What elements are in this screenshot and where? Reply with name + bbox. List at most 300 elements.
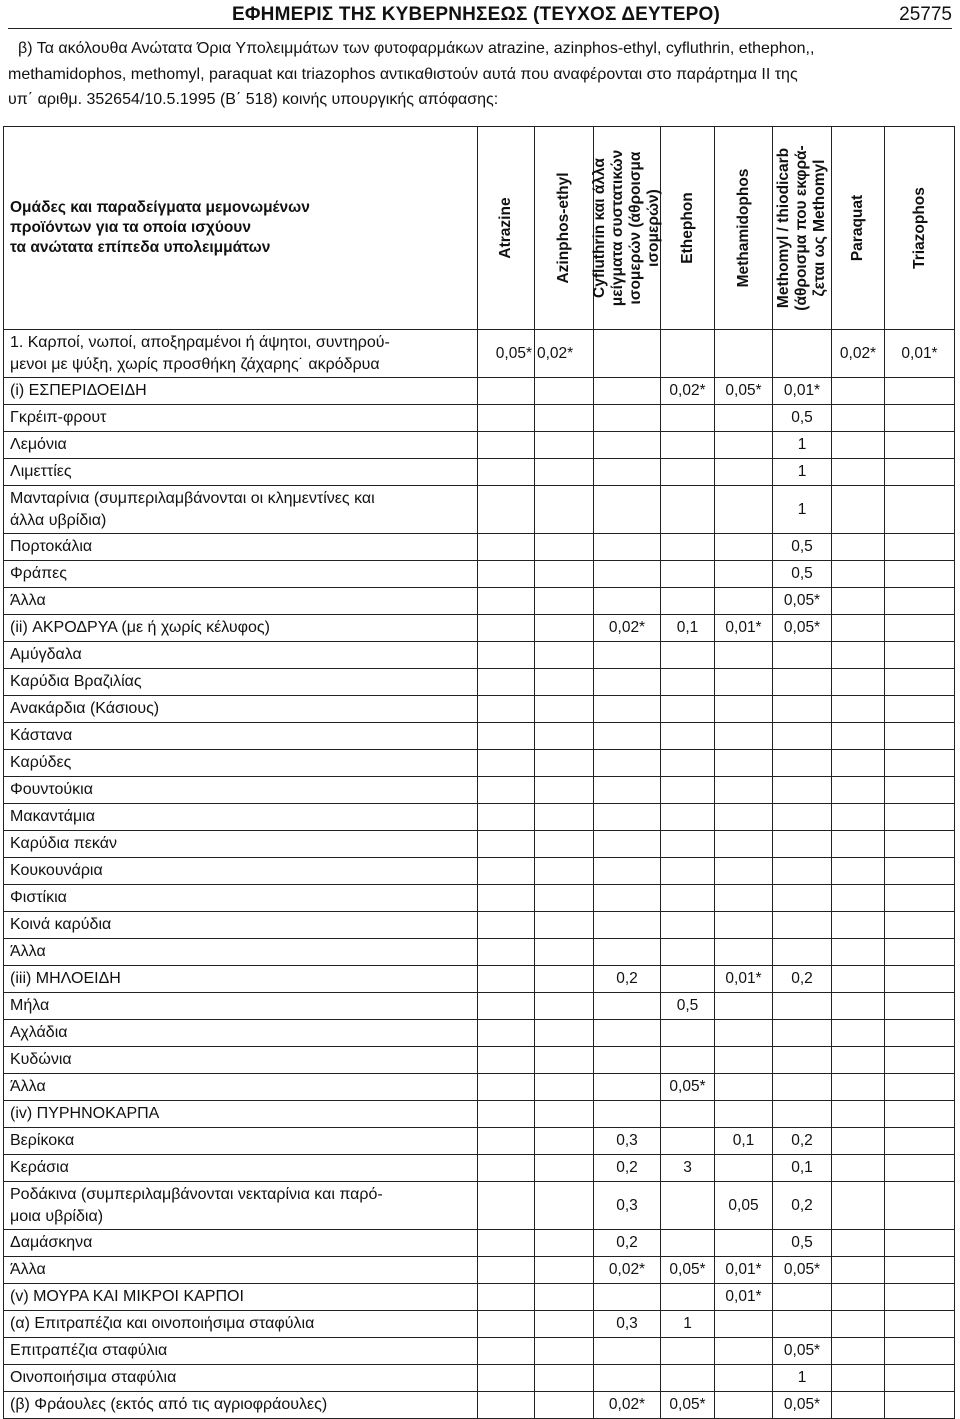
table-body bbox=[4, 330, 955, 1419]
value-cell bbox=[594, 1101, 661, 1128]
value-cell bbox=[885, 804, 955, 831]
product-name-line: Φράπες bbox=[10, 565, 67, 582]
value-cell bbox=[885, 1047, 955, 1074]
value-cell: 0,5 bbox=[661, 993, 715, 1020]
value-cell bbox=[535, 723, 594, 750]
value-cell bbox=[832, 777, 885, 804]
value-cell: 0,02* bbox=[661, 378, 715, 405]
value-cell bbox=[773, 642, 832, 669]
value-cell bbox=[594, 459, 661, 486]
value-cell bbox=[885, 1230, 955, 1257]
table-row bbox=[4, 1311, 955, 1338]
intro-line: υπ΄ αριθμ. 352654/10.5.1995 (Β΄ 518) κοινής υπουργικής απόφασης: bbox=[8, 91, 499, 108]
value-cell bbox=[832, 534, 885, 561]
table-row bbox=[4, 966, 955, 993]
col-header-paraquat bbox=[832, 127, 885, 330]
header-line: τα ανώτατα επίπεδα υπολειμμάτων bbox=[10, 239, 271, 256]
value-cell bbox=[594, 696, 661, 723]
product-cell bbox=[4, 858, 478, 885]
value-cell bbox=[661, 1101, 715, 1128]
table-row bbox=[4, 1020, 955, 1047]
value-cell bbox=[661, 1338, 715, 1365]
value-cell bbox=[715, 912, 773, 939]
product-cell bbox=[4, 1365, 478, 1392]
value-cell: 0,2 bbox=[594, 1230, 661, 1257]
table-row bbox=[4, 1128, 955, 1155]
value-cell: 0,3 bbox=[594, 1311, 661, 1338]
intro-line: β) Τα ακόλουθα Ανώτατα Όρια Υπολειμμάτων των φυτοφαρμάκων atrazine, azinphos-ethyl, cyfluthrin, ethephon,, bbox=[18, 40, 815, 57]
value-cell bbox=[594, 993, 661, 1020]
value-cell bbox=[715, 723, 773, 750]
value-cell bbox=[832, 432, 885, 459]
value-cell bbox=[885, 723, 955, 750]
value-cell bbox=[885, 1155, 955, 1182]
col-header-line: Triazophos bbox=[910, 187, 928, 269]
value-cell bbox=[715, 561, 773, 588]
value-cell bbox=[832, 912, 885, 939]
value-cell bbox=[661, 405, 715, 432]
value-cell bbox=[661, 1182, 715, 1230]
value-cell bbox=[535, 750, 594, 777]
value-cell bbox=[594, 1284, 661, 1311]
value-cell bbox=[594, 750, 661, 777]
value-cell bbox=[885, 405, 955, 432]
value-cell bbox=[885, 459, 955, 486]
value-cell bbox=[773, 669, 832, 696]
value-cell bbox=[535, 1047, 594, 1074]
product-name-line: Λεμόνια bbox=[10, 436, 67, 453]
value-cell bbox=[885, 432, 955, 459]
product-name-line: μοια υβρίδια) bbox=[10, 1207, 104, 1225]
product-name-line: Ροδάκινα (συμπεριλαμβάνονται νεκταρίνια και παρό- bbox=[10, 1185, 383, 1203]
value-cell bbox=[535, 804, 594, 831]
value-cell bbox=[478, 912, 535, 939]
value-cell bbox=[832, 804, 885, 831]
value-cell bbox=[885, 1311, 955, 1338]
value-cell: 1 bbox=[773, 486, 832, 534]
product-cell bbox=[4, 1020, 478, 1047]
value-cell bbox=[535, 1284, 594, 1311]
value-cell bbox=[535, 432, 594, 459]
col-header-line: Methamidophos bbox=[734, 168, 752, 288]
value-cell bbox=[715, 804, 773, 831]
col-header-line: Methomyl / thiodicarb bbox=[775, 147, 792, 309]
value-cell bbox=[832, 405, 885, 432]
product-name-line: Άλλα bbox=[10, 943, 46, 960]
value-cell bbox=[661, 642, 715, 669]
value-cell: 0,05* bbox=[773, 1392, 832, 1419]
col-header-line: ισομερών (άθροισμα bbox=[627, 151, 644, 305]
value-cell bbox=[661, 885, 715, 912]
table-row bbox=[4, 1074, 955, 1101]
product-name-line: Επιτραπέζια σταφύλια bbox=[10, 1342, 168, 1359]
product-cell bbox=[4, 1230, 478, 1257]
product-cell bbox=[4, 1155, 478, 1182]
value-cell: 0,01* bbox=[715, 615, 773, 642]
value-cell bbox=[594, 885, 661, 912]
value-cell: 0,1 bbox=[715, 1128, 773, 1155]
value-cell bbox=[478, 534, 535, 561]
value-cell bbox=[478, 459, 535, 486]
residue-limits-table bbox=[3, 126, 955, 1419]
product-cell bbox=[4, 1311, 478, 1338]
value-cell bbox=[773, 1101, 832, 1128]
value-cell bbox=[594, 432, 661, 459]
value-cell: 0,3 bbox=[594, 1182, 661, 1230]
col-header-ethephon bbox=[661, 127, 715, 330]
value-cell: 0,01* bbox=[773, 378, 832, 405]
table-row bbox=[4, 1257, 955, 1284]
product-cell bbox=[4, 885, 478, 912]
value-cell bbox=[773, 993, 832, 1020]
product-cell bbox=[4, 1284, 478, 1311]
value-cell bbox=[885, 1074, 955, 1101]
value-cell bbox=[535, 642, 594, 669]
col-header-line: Cyfluthrin και άλλα bbox=[591, 158, 608, 298]
product-cell bbox=[4, 1392, 478, 1419]
value-cell bbox=[478, 588, 535, 615]
value-cell bbox=[715, 777, 773, 804]
value-cell: 0,05* bbox=[478, 330, 535, 378]
product-name-line: Βερίκοκα bbox=[10, 1132, 75, 1149]
header-line: προϊόντων για τα οποία ισχύουν bbox=[10, 219, 251, 236]
product-name-line: Καρύδια πεκάν bbox=[10, 835, 117, 852]
value-cell: 0,02* bbox=[535, 330, 594, 378]
value-cell bbox=[535, 993, 594, 1020]
col-header-cyfluthrin bbox=[591, 127, 662, 330]
intro-paragraph bbox=[8, 36, 956, 113]
value-cell bbox=[832, 939, 885, 966]
product-cell bbox=[4, 1257, 478, 1284]
value-cell bbox=[478, 993, 535, 1020]
value-cell bbox=[478, 1155, 535, 1182]
product-name-line: Κεράσια bbox=[10, 1159, 69, 1176]
product-name-line: 1. Καρποί, νωποί, αποξηραμένοι ή άψητοι, συντηρού- bbox=[10, 333, 390, 351]
value-cell bbox=[594, 561, 661, 588]
product-name-line: Αμύγδαλα bbox=[10, 646, 82, 663]
value-cell bbox=[535, 1101, 594, 1128]
value-cell bbox=[661, 912, 715, 939]
value-cell bbox=[535, 1020, 594, 1047]
table-row bbox=[4, 669, 955, 696]
value-cell bbox=[478, 486, 535, 534]
value-cell bbox=[478, 642, 535, 669]
col-header-line: μείγματα συστατικών bbox=[609, 149, 626, 307]
value-cell bbox=[478, 1020, 535, 1047]
product-name-line: Μακαντάμια bbox=[10, 808, 95, 825]
value-cell bbox=[535, 378, 594, 405]
value-cell bbox=[715, 1311, 773, 1338]
value-cell bbox=[715, 993, 773, 1020]
table-row bbox=[4, 939, 955, 966]
value-cell: 0,05* bbox=[773, 588, 832, 615]
value-cell bbox=[832, 750, 885, 777]
value-cell bbox=[478, 750, 535, 777]
product-name-line: (i) ΕΣΠΕΡΙΔΟΕΙΔΗ bbox=[10, 382, 147, 399]
header-divider bbox=[8, 28, 952, 29]
value-cell bbox=[715, 750, 773, 777]
value-cell bbox=[773, 1074, 832, 1101]
value-cell bbox=[773, 330, 832, 378]
value-cell bbox=[885, 1020, 955, 1047]
table-row bbox=[4, 1365, 955, 1392]
value-cell bbox=[661, 1284, 715, 1311]
value-cell bbox=[885, 615, 955, 642]
col-header-methamidophos bbox=[715, 127, 773, 330]
value-cell: 0,01* bbox=[885, 330, 955, 378]
value-cell bbox=[832, 885, 885, 912]
table-row bbox=[4, 804, 955, 831]
table-row bbox=[4, 1047, 955, 1074]
value-cell bbox=[478, 966, 535, 993]
value-cell: 0,05* bbox=[715, 378, 773, 405]
value-cell bbox=[661, 750, 715, 777]
value-cell bbox=[715, 1230, 773, 1257]
value-cell bbox=[478, 1257, 535, 1284]
product-name-line: Καρύδια Βραζιλίας bbox=[10, 673, 142, 690]
value-cell bbox=[715, 459, 773, 486]
value-cell bbox=[832, 696, 885, 723]
table-row bbox=[4, 1101, 955, 1128]
table-row bbox=[4, 777, 955, 804]
value-cell bbox=[773, 912, 832, 939]
value-cell bbox=[773, 1047, 832, 1074]
value-cell bbox=[594, 642, 661, 669]
col-header-line: Atrazine bbox=[497, 197, 514, 259]
product-cell bbox=[4, 1182, 478, 1230]
value-cell bbox=[832, 1047, 885, 1074]
value-cell: 0,1 bbox=[661, 615, 715, 642]
value-cell bbox=[661, 669, 715, 696]
value-cell bbox=[885, 831, 955, 858]
value-cell bbox=[885, 1284, 955, 1311]
product-name-line: Άλλα bbox=[10, 1078, 46, 1095]
value-cell bbox=[832, 1155, 885, 1182]
value-cell bbox=[594, 1074, 661, 1101]
value-cell bbox=[661, 939, 715, 966]
table-row bbox=[4, 885, 955, 912]
value-cell bbox=[535, 1392, 594, 1419]
value-cell bbox=[832, 1020, 885, 1047]
product-cell bbox=[4, 534, 478, 561]
header-line: Ομάδες και παραδείγματα μεμονωμένων bbox=[10, 199, 310, 216]
value-cell bbox=[885, 1365, 955, 1392]
value-cell bbox=[535, 459, 594, 486]
value-cell: 0,2 bbox=[594, 1155, 661, 1182]
value-cell: 0,5 bbox=[773, 534, 832, 561]
value-cell bbox=[715, 1338, 773, 1365]
product-cell bbox=[4, 1074, 478, 1101]
value-cell bbox=[535, 777, 594, 804]
value-cell bbox=[661, 1047, 715, 1074]
value-cell bbox=[535, 966, 594, 993]
product-name-line: Ανακάρδια (Κάσιους) bbox=[10, 700, 160, 717]
value-cell bbox=[832, 1311, 885, 1338]
product-cell bbox=[4, 486, 478, 534]
value-cell: 0,3 bbox=[594, 1128, 661, 1155]
table-row bbox=[4, 432, 955, 459]
col-header-atrazine bbox=[478, 127, 535, 330]
value-cell bbox=[594, 1020, 661, 1047]
product-name-line: Γκρέιπ-φρουτ bbox=[10, 409, 107, 426]
value-cell bbox=[478, 1284, 535, 1311]
value-cell bbox=[885, 1257, 955, 1284]
table-row bbox=[4, 750, 955, 777]
product-cell bbox=[4, 831, 478, 858]
value-cell bbox=[832, 1101, 885, 1128]
value-cell bbox=[832, 1338, 885, 1365]
product-cell bbox=[4, 588, 478, 615]
value-cell: 0,2 bbox=[773, 1182, 832, 1230]
value-cell bbox=[661, 1128, 715, 1155]
value-cell bbox=[832, 723, 885, 750]
value-cell bbox=[715, 1020, 773, 1047]
product-name-line: Οινοποιήσιμα σταφύλια bbox=[10, 1369, 177, 1386]
value-cell bbox=[885, 1182, 955, 1230]
value-cell bbox=[661, 486, 715, 534]
value-cell bbox=[773, 831, 832, 858]
value-cell bbox=[478, 432, 535, 459]
value-cell bbox=[594, 777, 661, 804]
value-cell bbox=[535, 912, 594, 939]
value-cell bbox=[661, 432, 715, 459]
value-cell bbox=[535, 669, 594, 696]
product-cell bbox=[4, 405, 478, 432]
value-cell bbox=[885, 561, 955, 588]
value-cell bbox=[773, 696, 832, 723]
col-header-line: (άθροισμα που εκφρά- bbox=[793, 145, 810, 311]
value-cell: 0,02* bbox=[594, 615, 661, 642]
value-cell bbox=[594, 1338, 661, 1365]
value-cell bbox=[832, 669, 885, 696]
value-cell bbox=[478, 777, 535, 804]
product-cell bbox=[4, 750, 478, 777]
value-cell bbox=[594, 912, 661, 939]
product-name-line: Άλλα bbox=[10, 1261, 46, 1278]
value-cell bbox=[832, 486, 885, 534]
value-cell bbox=[715, 432, 773, 459]
value-cell bbox=[478, 723, 535, 750]
value-cell bbox=[832, 1392, 885, 1419]
product-cell bbox=[4, 939, 478, 966]
value-cell bbox=[478, 804, 535, 831]
value-cell bbox=[478, 1392, 535, 1419]
table-row bbox=[4, 831, 955, 858]
value-cell bbox=[535, 1155, 594, 1182]
value-cell: 0,2 bbox=[773, 1128, 832, 1155]
value-cell: 0,05* bbox=[661, 1257, 715, 1284]
value-cell bbox=[832, 1230, 885, 1257]
value-cell bbox=[478, 615, 535, 642]
value-cell bbox=[594, 534, 661, 561]
product-name-line: Κάστανα bbox=[10, 727, 73, 744]
value-cell bbox=[478, 1230, 535, 1257]
product-cell bbox=[4, 1338, 478, 1365]
product-name-line: Πορτοκάλια bbox=[10, 538, 93, 555]
value-cell bbox=[535, 1074, 594, 1101]
value-cell bbox=[885, 669, 955, 696]
product-cell bbox=[4, 723, 478, 750]
value-cell bbox=[885, 1128, 955, 1155]
value-cell: 3 bbox=[661, 1155, 715, 1182]
value-cell: 0,2 bbox=[773, 966, 832, 993]
value-cell bbox=[832, 561, 885, 588]
value-cell bbox=[715, 330, 773, 378]
value-cell bbox=[661, 1020, 715, 1047]
value-cell: 0,05* bbox=[661, 1074, 715, 1101]
value-cell bbox=[773, 939, 832, 966]
product-name-line: (iii) ΜΗΛΟΕΙΔΗ bbox=[10, 970, 121, 987]
value-cell bbox=[661, 858, 715, 885]
value-cell bbox=[478, 1047, 535, 1074]
value-cell bbox=[885, 486, 955, 534]
page-number: 25775 bbox=[899, 4, 952, 25]
table-row bbox=[4, 1284, 955, 1311]
value-cell bbox=[594, 831, 661, 858]
value-cell: 0,05* bbox=[661, 1392, 715, 1419]
value-cell bbox=[773, 750, 832, 777]
value-cell bbox=[478, 669, 535, 696]
value-cell bbox=[478, 1365, 535, 1392]
value-cell: 0,2 bbox=[594, 966, 661, 993]
col-header-methomyl bbox=[773, 127, 832, 330]
value-cell bbox=[832, 588, 885, 615]
table-row bbox=[4, 912, 955, 939]
product-cell bbox=[4, 966, 478, 993]
value-cell bbox=[832, 642, 885, 669]
value-cell bbox=[661, 966, 715, 993]
value-cell bbox=[715, 831, 773, 858]
table-row bbox=[4, 1182, 955, 1230]
table-row bbox=[4, 561, 955, 588]
value-cell bbox=[773, 1311, 832, 1338]
value-cell: 0,5 bbox=[773, 561, 832, 588]
value-cell: 0,1 bbox=[773, 1155, 832, 1182]
value-cell: 0,05* bbox=[773, 1257, 832, 1284]
value-cell bbox=[661, 723, 715, 750]
value-cell bbox=[535, 1230, 594, 1257]
product-name-line: (β) Φράουλες (εκτός από τις αγριοφράουλες) bbox=[10, 1396, 328, 1413]
value-cell bbox=[715, 642, 773, 669]
value-cell: 0,05* bbox=[773, 1338, 832, 1365]
value-cell: 1 bbox=[773, 1365, 832, 1392]
value-cell bbox=[478, 696, 535, 723]
value-cell bbox=[661, 696, 715, 723]
product-cell bbox=[4, 561, 478, 588]
value-cell bbox=[885, 993, 955, 1020]
product-cell bbox=[4, 459, 478, 486]
table-row bbox=[4, 378, 955, 405]
value-cell bbox=[661, 1230, 715, 1257]
value-cell bbox=[535, 561, 594, 588]
value-cell bbox=[885, 858, 955, 885]
value-cell: 0,05 bbox=[715, 1182, 773, 1230]
value-cell bbox=[832, 966, 885, 993]
value-cell bbox=[773, 1284, 832, 1311]
value-cell bbox=[715, 669, 773, 696]
product-name-line: Άλλα bbox=[10, 592, 46, 609]
value-cell bbox=[885, 939, 955, 966]
product-group-header bbox=[4, 127, 478, 330]
value-cell bbox=[478, 561, 535, 588]
value-cell bbox=[535, 486, 594, 534]
value-cell bbox=[885, 1338, 955, 1365]
value-cell bbox=[535, 405, 594, 432]
value-cell bbox=[773, 723, 832, 750]
value-cell bbox=[885, 750, 955, 777]
product-name-line: Καρύδες bbox=[10, 754, 72, 771]
product-name-line: (v) ΜΟΥΡΑ ΚΑΙ ΜΙΚΡΟΙ ΚΑΡΠΟΙ bbox=[10, 1288, 244, 1305]
